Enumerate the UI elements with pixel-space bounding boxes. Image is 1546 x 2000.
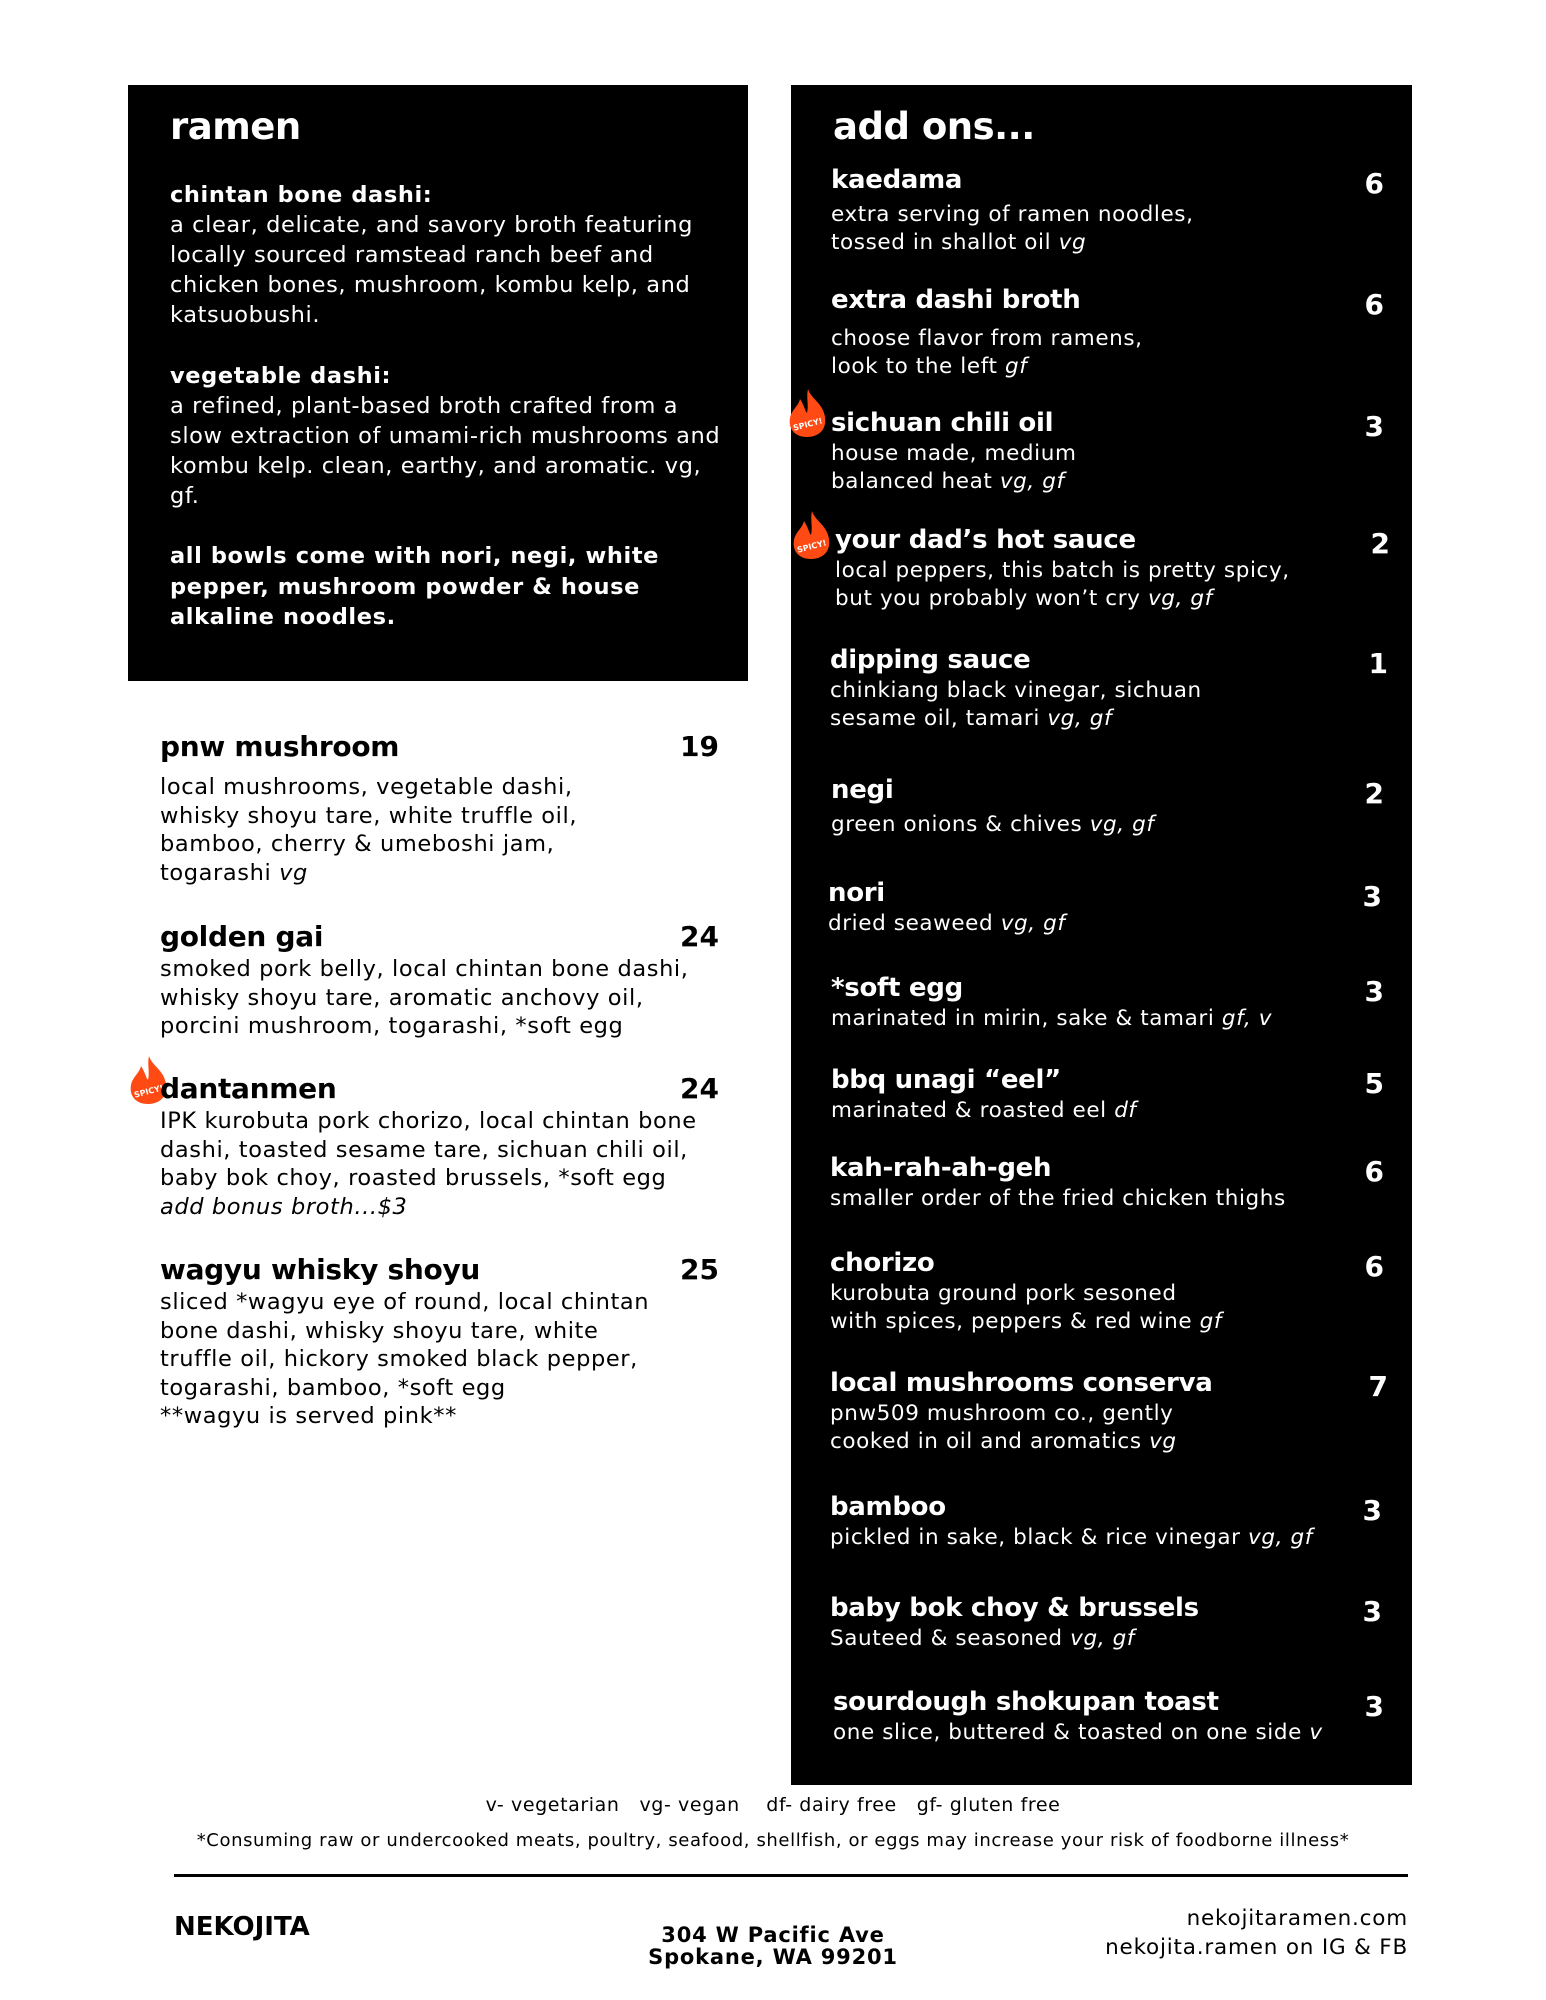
item-desc: house made, medium balanced heat vg, gf — [831, 441, 1077, 494]
addon-item — [830, 1593, 1390, 1653]
addon-price: 6 — [1364, 1250, 1384, 1283]
addon-price: 3 — [1362, 880, 1382, 913]
item-desc: choose flavor from ramens, look to the left gf — [831, 326, 1143, 379]
diet-tag: v — [1309, 1720, 1323, 1745]
addon-price: 6 — [1364, 1155, 1384, 1188]
addons-panel — [791, 85, 1412, 1785]
address-line-2: Spokane, WA 99201 — [648, 1945, 898, 1969]
spicy-flame-icon — [789, 509, 835, 561]
item-name: chorizo — [830, 1248, 935, 1278]
item-price: 19 — [680, 730, 719, 763]
diet-tag: vg, gf — [999, 469, 1065, 494]
spicy-flame-icon — [785, 387, 831, 439]
addon-price: 3 — [1362, 1494, 1382, 1527]
item-desc: local mushrooms, vegetable dashi, whisky shoyu tare, white truffle oil, bamboo, cherry & umeboshi jam, togarashi vg — [160, 774, 578, 886]
addon-item — [830, 1248, 1390, 1336]
spicy-badge-label: SPICY! — [796, 538, 828, 555]
item-name: kah-rah-ah-geh — [830, 1153, 1052, 1183]
addon-item — [831, 775, 1391, 839]
broth-desc: a refined, plant-based broth crafted from a slow extraction of umami-rich mushrooms and kombu kelp. clean, earthy, and aromatic. vg, gf. — [170, 393, 721, 509]
item-name: sichuan chili oil — [831, 408, 1054, 438]
addon-price: 6 — [1364, 167, 1384, 200]
broth-chintan — [170, 180, 730, 330]
diet-tag: gf — [1199, 1309, 1223, 1334]
addon-price: 2 — [1370, 527, 1390, 560]
addon-price: 5 — [1364, 1067, 1384, 1100]
item-name: dipping sauce — [830, 645, 1031, 675]
footer-brand: NEKOJITA — [174, 1912, 310, 1942]
item-name: *soft egg — [831, 973, 963, 1003]
item-desc: pnw509 mushroom co., gently cooked in oil and aromatics vg — [830, 1401, 1177, 1454]
addon-item — [828, 878, 1388, 938]
diet-tag: vg — [1058, 230, 1087, 255]
item-desc: sliced *wagyu eye of round, local chintan bone dashi, whisky shoyu tare, white truffle oil, hickory smoked black pepper, togarashi, bamboo, *soft egg **wagyu is served pink** — [160, 1289, 650, 1429]
addon-price: 3 — [1364, 1690, 1384, 1723]
item-desc: one slice, buttered & toasted on one side v — [833, 1720, 1323, 1745]
diet-legend: v- vegetarian vg- vegan df- dairy free gf- gluten free — [485, 1794, 1061, 1816]
footer-contact — [1105, 1904, 1408, 1962]
footer-divider — [174, 1874, 1408, 1877]
ramen-item — [160, 1253, 720, 1431]
food-safety-disclaimer: *Consuming raw or undercooked meats, poultry, seafood, shellfish, or eggs may increase your risk of foodborne illness* — [196, 1830, 1350, 1851]
addon-price: 3 — [1364, 410, 1384, 443]
item-desc: marinated & roasted eel df — [831, 1098, 1137, 1123]
broth-desc: a clear, delicate, and savory broth featuring locally sourced ramstead ranch beef and chicken bones, mushroom, kombu kelp, and katsuobushi. — [170, 212, 694, 328]
spicy-badge-label: SPICY! — [792, 416, 824, 433]
addon-price: 6 — [1364, 288, 1384, 321]
diet-tag: vg, gf — [1047, 706, 1113, 731]
addon-price: 7 — [1368, 1370, 1388, 1403]
diet-tag: vg — [1149, 1429, 1177, 1454]
item-desc: marinated in mirin, sake & tamari gf, v — [831, 1006, 1273, 1031]
diet-tag: vg, gf — [1070, 1626, 1135, 1651]
addon-item — [831, 408, 1391, 496]
diet-tag: gf, v — [1221, 1006, 1273, 1031]
item-name: sourdough shokupan toast — [833, 1687, 1219, 1717]
broth-name: vegetable dashi: — [170, 363, 392, 389]
item-price: 24 — [680, 1072, 719, 1105]
item-name: your dad’s hot sauce — [835, 525, 1136, 555]
diet-tag: df — [1114, 1098, 1137, 1123]
ramen-panel-title: ramen — [170, 105, 301, 148]
item-desc: local peppers, this batch is pretty spicy, but you probably won’t cry vg, gf — [835, 558, 1290, 611]
item-extra: add bonus broth...$3 — [160, 1193, 408, 1220]
addon-item — [830, 1492, 1390, 1552]
diet-tag: vg — [279, 859, 308, 886]
addon-item — [833, 1687, 1393, 1747]
item-desc: smaller order of the fried chicken thighs — [830, 1186, 1286, 1211]
diet-tag: vg, gf — [1248, 1525, 1313, 1550]
item-name: extra dashi broth — [831, 285, 1081, 315]
diet-tag: gf — [1004, 354, 1028, 379]
item-name: kaedama — [831, 165, 963, 195]
item-name: bbq unagi “eel” — [831, 1065, 1061, 1095]
addon-price: 3 — [1364, 975, 1384, 1008]
item-desc: pickled in sake, black & rice vinegar vg, gf — [830, 1525, 1313, 1550]
ramen-item — [160, 920, 720, 1041]
addon-item — [830, 645, 1390, 733]
addon-item — [831, 285, 1391, 381]
item-name: pnw mushroom — [160, 730, 400, 763]
addon-price: 1 — [1368, 647, 1388, 680]
item-name: golden gai — [160, 920, 324, 953]
item-name: dantanmen — [160, 1072, 337, 1105]
broth-vegetable — [170, 361, 730, 511]
diet-tag: vg, gf — [1147, 586, 1213, 611]
ramen-info-panel — [128, 85, 748, 681]
website-link[interactable]: nekojitaramen.com — [1186, 1906, 1408, 1931]
ramen-item — [160, 730, 720, 887]
addon-item — [831, 165, 1391, 257]
item-desc: IPK kurobuta pork chorizo, local chintan bone dashi, toasted sesame tare, sichuan chili oil, baby bok choy, roasted brussels, *soft egg add bonus broth...$3 — [160, 1107, 720, 1221]
address-line-1: 304 W Pacific Ave — [661, 1923, 885, 1947]
item-name: wagyu whisky shoyu — [160, 1253, 481, 1286]
addon-item — [830, 1368, 1390, 1456]
item-price: 24 — [680, 920, 719, 953]
bowl-note: all bowls come with nori, negi, white pepper, mushroom powder & house alkaline noodles. — [170, 543, 660, 630]
diet-tag: vg, gf — [1089, 812, 1155, 837]
item-desc: kurobuta ground pork sesoned with spices, peppers & red wine gf — [830, 1281, 1223, 1334]
addon-item — [831, 973, 1391, 1033]
item-desc: smoked pork belly, local chintan bone dashi, whisky shoyu tare, aromatic anchovy oil, porcini mushroom, togarashi, *soft egg — [160, 956, 689, 1039]
social-handle: nekojita.ramen on IG & FB — [1105, 1935, 1408, 1960]
addon-price: 2 — [1364, 777, 1384, 810]
ramen-item — [160, 1072, 720, 1221]
item-desc: chinkiang black vinegar, sichuan sesame oil, tamari vg, gf — [830, 678, 1202, 731]
item-name: bamboo — [830, 1492, 946, 1522]
addon-price: 3 — [1362, 1595, 1382, 1628]
addon-item — [830, 1153, 1390, 1213]
diet-tag: vg, gf — [1000, 911, 1066, 936]
broth-name: chintan bone dashi: — [170, 182, 433, 208]
addons-panel-title: add ons... — [833, 105, 1035, 148]
item-name: nori — [828, 878, 885, 908]
addon-item — [831, 1065, 1391, 1125]
item-desc: dried seaweed vg, gf — [828, 911, 1066, 936]
item-name: local mushrooms conserva — [830, 1368, 1213, 1398]
item-desc: green onions & chives vg, gf — [831, 812, 1155, 837]
item-name: baby bok choy & brussels — [830, 1593, 1199, 1623]
item-name: negi — [831, 775, 894, 805]
item-price: 25 — [680, 1253, 719, 1286]
spicy-badge-label: SPICY! — [133, 1083, 165, 1100]
item-desc: Sauteed & seasoned vg, gf — [830, 1626, 1135, 1651]
item-desc: extra serving of ramen noodles, tossed in shallot oil vg — [831, 202, 1194, 255]
addon-item — [835, 525, 1395, 613]
